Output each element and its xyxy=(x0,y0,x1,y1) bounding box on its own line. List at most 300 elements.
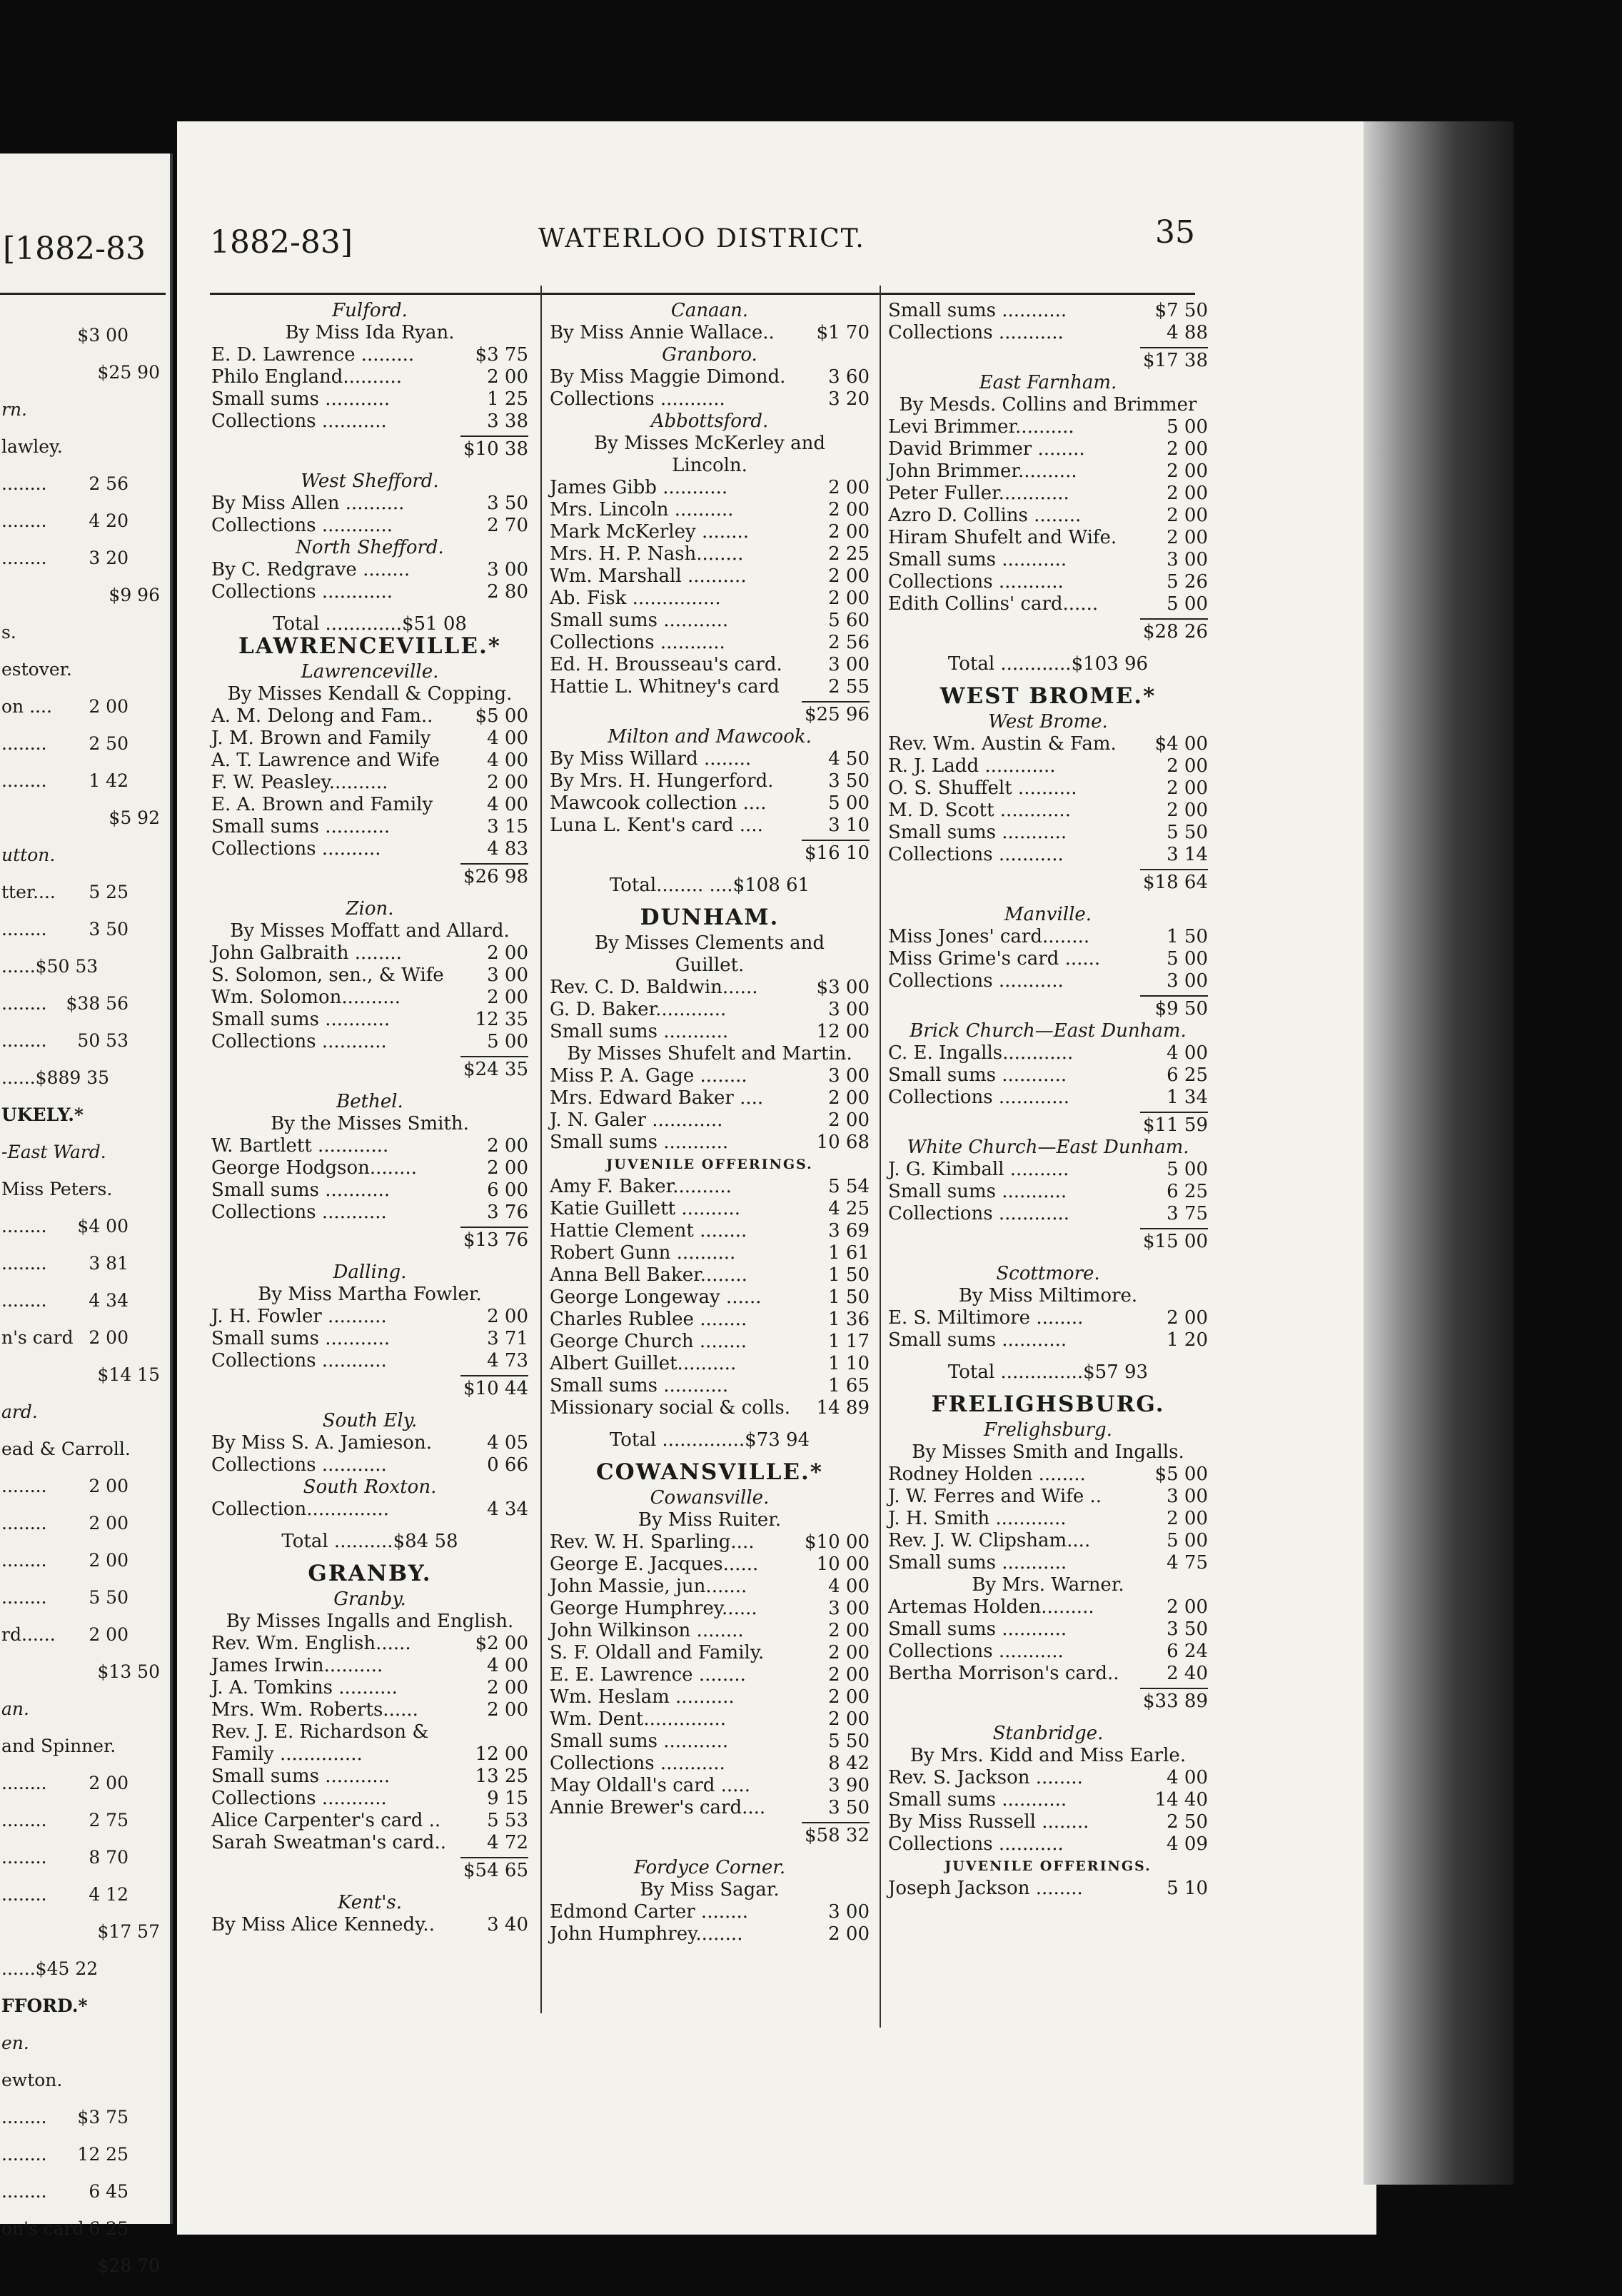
entry-name: Collections ........... xyxy=(550,388,725,410)
facing-line-text: ........ xyxy=(1,510,47,531)
facing-line-text: ........ xyxy=(1,2107,47,2128)
entry-amount: 4 83 xyxy=(487,838,528,860)
entry-name: Katie Guillett .......... xyxy=(550,1198,740,1219)
entry-name: Collection.............. xyxy=(211,1499,389,1520)
subtotal-line xyxy=(888,350,1208,372)
facing-line-text: lawley. xyxy=(1,436,63,457)
entry-amount: $16 10 xyxy=(805,842,870,864)
entry-name: By Miss Martha Fowler. xyxy=(258,1284,482,1305)
entry-name: Rev. J. W. Clipsham.... xyxy=(888,1530,1091,1551)
entry-line xyxy=(888,505,1208,527)
entry-name: Total........ ....$108 61 xyxy=(609,875,810,896)
entry-name: Collections ........... xyxy=(888,1641,1064,1662)
entry-line xyxy=(888,733,1208,755)
entry-amount: 3 75 xyxy=(1167,1203,1208,1224)
entry-line xyxy=(550,322,870,344)
entry-line xyxy=(888,1641,1208,1663)
facing-line-text: -East Ward. xyxy=(1,1142,106,1162)
entry-name: J. N. Galer ............ xyxy=(550,1109,723,1131)
entry-name: J. A. Tomkins .......... xyxy=(211,1677,398,1698)
entry-name: E. S. Miltimore ........ xyxy=(888,1307,1084,1329)
entry-amount: 2 00 xyxy=(487,1157,528,1179)
entry-line xyxy=(550,632,870,654)
section-line xyxy=(888,394,1208,416)
entry-line xyxy=(888,926,1208,948)
entry-name: E. A. Brown and Family xyxy=(211,794,433,815)
place-heading: Scottmore. xyxy=(996,1263,1100,1284)
facing-line-amount: 5 50 xyxy=(89,1587,129,1608)
entry-amount: 1 20 xyxy=(1167,1329,1208,1351)
facing-line-text: FFORD.* xyxy=(1,1995,88,2016)
entry-name: John Humphrey........ xyxy=(550,1923,743,1945)
entry-amount: 2 55 xyxy=(828,676,870,698)
entry-amount: 3 15 xyxy=(487,816,528,837)
entry-name: Sarah Sweatman's card.. xyxy=(211,1832,446,1853)
entry-name: Wm. Heslam .......... xyxy=(550,1686,735,1708)
entry-amount: 2 00 xyxy=(487,1699,528,1721)
place-heading: Manville. xyxy=(1004,904,1092,925)
entry-name: Edith Collins' card...... xyxy=(888,593,1099,615)
page-header xyxy=(210,214,1195,271)
entry-name: Miss P. A. Gage ........ xyxy=(550,1065,747,1087)
entry-line xyxy=(211,344,528,366)
section-line xyxy=(888,1263,1208,1285)
entry-amount: 1 17 xyxy=(828,1331,870,1352)
entry-name: By Mrs. H. Hungerford. xyxy=(550,770,774,792)
facing-line-text: ........ xyxy=(1,919,47,940)
subtotal-line xyxy=(888,1691,1208,1713)
entry-name: Small sums ........... xyxy=(550,1132,729,1153)
entry-line xyxy=(888,1811,1208,1833)
section-line xyxy=(888,904,1208,926)
entry-line xyxy=(888,844,1208,866)
entry-line xyxy=(211,987,528,1009)
place-heading: West Brome. xyxy=(988,711,1108,732)
entry-name: E. E. Lawrence ........ xyxy=(550,1664,746,1686)
subtotal-rule xyxy=(1140,347,1208,348)
entry-amount: 8 42 xyxy=(828,1753,870,1774)
entry-amount: 2 00 xyxy=(1167,755,1208,777)
facing-line-text: an. xyxy=(1,1698,29,1719)
section-line xyxy=(211,1284,528,1306)
entry-name: Rev. Wm. English...... xyxy=(211,1633,411,1654)
entry-line xyxy=(550,1176,870,1198)
entry-amount: $2 00 xyxy=(475,1633,528,1654)
entry-line xyxy=(211,1328,528,1350)
entry-amount: 4 73 xyxy=(487,1350,528,1371)
entry-line xyxy=(550,1554,870,1576)
entry-line xyxy=(211,559,528,581)
entry-amount: $26 98 xyxy=(463,866,528,887)
entry-line xyxy=(211,816,528,838)
entry-amount: 4 75 xyxy=(1167,1552,1208,1574)
entry-amount: 2 00 xyxy=(828,1686,870,1708)
entry-amount: $54 65 xyxy=(463,1860,528,1881)
entry-line xyxy=(550,1753,870,1775)
entry-amount: 13 25 xyxy=(475,1766,528,1787)
section-line xyxy=(550,1857,870,1879)
section-line xyxy=(888,1723,1208,1745)
entry-line xyxy=(888,822,1208,844)
entry-name: Collections ........... xyxy=(550,632,725,653)
entry-amount: 3 38 xyxy=(487,411,528,432)
entry-name: F. W. Peasley.......... xyxy=(211,772,388,793)
entry-name: David Brimmer ........ xyxy=(888,438,1085,460)
page-title: WATERLOO DISTRICT. xyxy=(538,224,865,253)
entry-name: By Miss Russell ........ xyxy=(888,1811,1089,1833)
entry-name: Edmond Carter ........ xyxy=(550,1901,749,1923)
subtotal-rule xyxy=(1140,618,1208,620)
facing-line-text: ........ xyxy=(1,1253,47,1274)
entry-name: George Longeway ...... xyxy=(550,1287,762,1308)
place-heading: South Ely. xyxy=(322,1410,418,1431)
entry-amount: $4 00 xyxy=(1154,733,1208,755)
entry-amount: 1 25 xyxy=(487,388,528,410)
entry-amount: 6 25 xyxy=(1167,1064,1208,1086)
entry-name: Total ............$103 96 xyxy=(947,653,1149,675)
entry-amount: 10 68 xyxy=(816,1132,870,1153)
entry-line xyxy=(888,1618,1208,1641)
entry-amount: 9 15 xyxy=(487,1788,528,1809)
section-line xyxy=(211,1113,528,1135)
entry-line xyxy=(888,755,1208,777)
entry-line xyxy=(211,1699,528,1721)
section-line xyxy=(211,322,528,344)
entry-name: By Misses Ingalls and English. xyxy=(226,1611,514,1632)
entry-amount: 3 00 xyxy=(1167,970,1208,992)
entry-name: Collections ........... xyxy=(211,1350,387,1371)
facing-line-amount: $17 57 xyxy=(97,1921,160,1942)
entry-name: Small sums ........... xyxy=(888,822,1067,843)
entry-name: By Misses Clements and xyxy=(594,932,825,954)
section-line xyxy=(211,635,528,658)
entry-amount: 2 00 xyxy=(828,1708,870,1730)
entry-amount: 3 00 xyxy=(487,559,528,580)
subtotal-line xyxy=(211,1229,528,1252)
subtotal-rule xyxy=(460,1375,528,1376)
entry-line xyxy=(211,1135,528,1157)
entry-amount: 6 00 xyxy=(487,1179,528,1201)
entry-amount: 5 00 xyxy=(828,792,870,814)
entry-line xyxy=(888,549,1208,571)
entry-amount: 3 00 xyxy=(828,1901,870,1923)
entry-amount: 2 00 xyxy=(1167,483,1208,504)
entry-name: Collections ........... xyxy=(888,970,1064,992)
facing-line-text: ........ xyxy=(1,993,47,1014)
entry-line xyxy=(550,654,870,676)
entry-amount: 14 89 xyxy=(816,1397,870,1419)
entry-line xyxy=(211,388,528,411)
entry-line xyxy=(888,1767,1208,1789)
entry-name: Small sums ........... xyxy=(550,1375,729,1396)
entry-line xyxy=(888,483,1208,505)
entry-name: Collections ............ xyxy=(888,1203,1070,1224)
entry-amount: 4 72 xyxy=(487,1832,528,1853)
entry-name: Miss Grime's card ...... xyxy=(888,948,1101,970)
section-line xyxy=(550,907,870,929)
entry-line xyxy=(888,1530,1208,1552)
entry-amount: 2 70 xyxy=(487,515,528,536)
facing-line-text: ead & Carroll. xyxy=(1,1439,131,1459)
entry-line xyxy=(888,948,1208,970)
entry-amount: 5 00 xyxy=(1167,416,1208,438)
entry-name: By Miss Ruiter. xyxy=(638,1509,782,1531)
entry-line xyxy=(211,750,528,772)
entry-line xyxy=(211,581,528,603)
facing-line-text: estover. xyxy=(1,659,72,680)
subtotal-line xyxy=(888,621,1208,643)
facing-line-text: Miss Peters. xyxy=(1,1179,113,1199)
entry-amount: 2 00 xyxy=(487,1135,528,1157)
entry-name: Small sums ........... xyxy=(888,1618,1067,1640)
entry-amount: 3 69 xyxy=(828,1220,870,1242)
facing-line-amount: $5 92 xyxy=(109,807,160,828)
entry-amount: 3 14 xyxy=(1167,844,1208,865)
entry-name: G. D. Baker............ xyxy=(550,999,727,1020)
section-line xyxy=(211,920,528,942)
entry-name: J. M. Brown and Family xyxy=(211,727,431,749)
facing-line-amount: 2 00 xyxy=(89,1476,129,1496)
district-heading: DUNHAM. xyxy=(640,905,780,930)
entry-amount: 4 34 xyxy=(487,1499,528,1520)
entry-amount: 2 00 xyxy=(828,1923,870,1945)
entry-name: Amy F. Baker.......... xyxy=(550,1176,732,1197)
entry-name: Small sums ........... xyxy=(211,388,391,410)
place-heading: South Roxton. xyxy=(303,1476,437,1498)
facing-line-amount: 6 25 xyxy=(89,2218,129,2239)
entry-line xyxy=(888,1878,1208,1900)
entry-amount: 5 50 xyxy=(1167,822,1208,843)
place-heading: North Shefford. xyxy=(296,537,444,558)
subtotal-rule xyxy=(1140,869,1208,870)
entry-amount: 4 09 xyxy=(1167,1833,1208,1855)
entry-amount: 3 40 xyxy=(487,1914,528,1935)
entry-line xyxy=(550,1708,870,1731)
entry-line xyxy=(211,1788,528,1810)
facing-line-text: utton. xyxy=(1,845,56,865)
facing-line-amount: $25 90 xyxy=(97,362,160,383)
place-heading: Granby. xyxy=(333,1588,406,1610)
facing-line-amount: 2 56 xyxy=(89,473,129,494)
section-line xyxy=(211,1476,528,1499)
facing-line-amount: 2 00 xyxy=(89,1773,129,1793)
entry-name: Ab. Fisk ............... xyxy=(550,588,721,609)
subtotal-line xyxy=(888,872,1208,894)
entry-line xyxy=(211,1721,528,1743)
entry-amount: 2 00 xyxy=(828,1109,870,1131)
facing-line-amount: $14 15 xyxy=(97,1364,160,1385)
entry-line xyxy=(888,571,1208,593)
entry-name: Rev. S. Jackson ........ xyxy=(888,1767,1083,1788)
entry-line xyxy=(211,1306,528,1328)
entry-amount: $24 35 xyxy=(463,1059,528,1080)
entry-amount: 4 00 xyxy=(487,727,528,749)
section-line xyxy=(888,653,1208,675)
subtotal-line xyxy=(888,998,1208,1020)
entry-amount: $58 32 xyxy=(805,1825,870,1846)
entry-name: George E. Jacques...... xyxy=(550,1554,759,1575)
entry-line xyxy=(550,748,870,770)
entry-line xyxy=(211,705,528,727)
entry-amount: $10 44 xyxy=(463,1378,528,1399)
section-line xyxy=(550,932,870,955)
entry-line xyxy=(211,1432,528,1454)
entry-line xyxy=(211,965,528,987)
entry-name: Guillet. xyxy=(675,955,745,976)
facing-line-text: ........ xyxy=(1,1884,47,1905)
entry-line xyxy=(550,792,870,815)
entry-name: By Miss Ida Ryan. xyxy=(285,322,455,343)
facing-line-amount: 8 70 xyxy=(89,1847,129,1868)
entry-amount: 3 00 xyxy=(828,999,870,1020)
entry-line xyxy=(211,1655,528,1677)
facing-line-text: UKELY.* xyxy=(1,1104,84,1125)
subtotal-line xyxy=(211,866,528,888)
place-heading: Fulford. xyxy=(332,300,408,321)
section-line xyxy=(550,1043,870,1065)
entry-amount: 2 00 xyxy=(1167,438,1208,460)
entry-line xyxy=(550,610,870,632)
entry-amount: $10 38 xyxy=(463,438,528,460)
entry-line xyxy=(888,416,1208,438)
facing-line-text: rn. xyxy=(1,399,27,420)
place-heading: Stanbridge. xyxy=(992,1723,1104,1744)
entry-name: Alice Carpenter's card .. xyxy=(211,1810,441,1831)
facing-line-text: on .... xyxy=(1,696,52,717)
entry-name: Small sums ........... xyxy=(888,1181,1067,1202)
entry-line xyxy=(550,521,870,543)
entry-amount: $13 76 xyxy=(463,1229,528,1251)
entry-amount: 1 65 xyxy=(828,1375,870,1396)
entry-line xyxy=(211,1677,528,1699)
facing-line-text: tter.... xyxy=(1,882,56,902)
entry-line xyxy=(550,1287,870,1309)
subtotal-line xyxy=(888,1114,1208,1137)
entry-amount: 4 50 xyxy=(828,748,870,770)
entry-name: Small sums ........... xyxy=(888,1789,1067,1811)
entry-amount: 3 00 xyxy=(1167,1486,1208,1507)
entry-line xyxy=(550,1664,870,1686)
facing-line-text: ......$45 22 xyxy=(1,1958,99,1979)
entry-line xyxy=(211,366,528,388)
entry-amount: 5 53 xyxy=(487,1810,528,1831)
entry-line xyxy=(550,543,870,565)
entry-name: Rev. J. E. Richardson & xyxy=(211,1721,429,1743)
entry-amount: 2 00 xyxy=(828,499,870,520)
facing-line-text: and Spinner. xyxy=(1,1736,116,1756)
entry-amount: $7 50 xyxy=(1154,300,1208,321)
facing-line-text: s. xyxy=(1,622,16,643)
entry-name: Total ..........$84 58 xyxy=(281,1531,458,1552)
entry-name: Robert Gunn .......... xyxy=(550,1242,736,1264)
place-heading: Lawrenceville. xyxy=(301,661,439,683)
entry-amount: 2 00 xyxy=(828,1087,870,1109)
entry-line xyxy=(211,1832,528,1854)
section-line xyxy=(211,1611,528,1633)
entry-amount: 12 00 xyxy=(816,1021,870,1042)
column-divider-2 xyxy=(880,286,881,2028)
entry-line xyxy=(550,1531,870,1554)
entry-line xyxy=(211,1766,528,1788)
entry-amount: 10 00 xyxy=(816,1554,870,1575)
entry-amount: $33 89 xyxy=(1143,1691,1208,1712)
place-heading: White Church—East Dunham. xyxy=(907,1137,1189,1158)
entry-name: By Miss Miltimore. xyxy=(958,1285,1138,1306)
entry-amount: 2 00 xyxy=(1167,1596,1208,1618)
entry-name: Collections ........... xyxy=(888,571,1064,593)
entry-line xyxy=(550,676,870,698)
entry-name: S. Solomon, sen., & Wife xyxy=(211,965,444,986)
facing-line-amount: 2 75 xyxy=(89,1810,129,1831)
entry-line xyxy=(550,1220,870,1242)
entry-amount: 5 00 xyxy=(1167,593,1208,615)
section-line xyxy=(888,1574,1208,1596)
place-heading: West Shefford. xyxy=(301,470,439,492)
entry-line xyxy=(550,499,870,521)
entry-line xyxy=(550,1309,870,1331)
entry-name: Collections ........... xyxy=(550,1753,725,1774)
entry-line xyxy=(550,1198,870,1220)
entry-line xyxy=(550,1331,870,1353)
entry-amount: $10 00 xyxy=(805,1531,870,1553)
district-heading: WEST BROME.* xyxy=(940,683,1157,709)
entry-amount: 4 05 xyxy=(487,1432,528,1454)
entry-line xyxy=(888,322,1208,344)
facing-line-amount: 3 20 xyxy=(89,548,129,568)
entry-line xyxy=(550,1132,870,1154)
section-line xyxy=(888,1856,1208,1878)
facing-line-text: ard. xyxy=(1,1401,38,1422)
facing-line-amount: 2 50 xyxy=(89,733,129,754)
entry-name: Small sums ........... xyxy=(550,610,729,631)
entry-name: George Hodgson........ xyxy=(211,1157,418,1179)
entry-name: Total .............$51 08 xyxy=(273,613,467,635)
entry-amount: 2 00 xyxy=(1167,1307,1208,1329)
entry-amount: 3 90 xyxy=(828,1775,870,1796)
entry-amount: $9 50 xyxy=(1154,998,1208,1019)
entry-line xyxy=(888,527,1208,549)
entry-amount: 5 26 xyxy=(1167,571,1208,593)
entry-name: By Miss Willard ........ xyxy=(550,748,752,770)
entry-name: Small sums ........... xyxy=(888,1064,1067,1086)
entry-amount: 3 71 xyxy=(487,1328,528,1349)
facing-line-amount: 12 25 xyxy=(77,2144,129,2165)
entry-line xyxy=(888,1486,1208,1508)
entry-line xyxy=(550,999,870,1021)
entry-line xyxy=(550,815,870,837)
page-year: 1882-83] xyxy=(210,224,353,261)
entry-line xyxy=(550,1686,870,1708)
entry-line xyxy=(211,1810,528,1832)
facing-line-text: rd...... xyxy=(1,1624,56,1645)
entry-line xyxy=(550,366,870,388)
facing-line-amount: 6 45 xyxy=(89,2181,129,2202)
entry-name: Small sums ........... xyxy=(211,1328,391,1349)
entry-name: E. D. Lawrence ......... xyxy=(211,344,415,366)
entry-name: Rev. W. H. Sparling.... xyxy=(550,1531,755,1553)
section-line xyxy=(550,411,870,433)
entry-line xyxy=(550,1797,870,1819)
entry-name: Small sums ........... xyxy=(888,549,1067,570)
entry-name: Family .............. xyxy=(211,1743,363,1765)
section-line xyxy=(211,1892,528,1914)
facing-line-text: ........ xyxy=(1,1847,47,1868)
entry-amount: 2 00 xyxy=(487,772,528,793)
entry-name: Small sums ........... xyxy=(211,1766,391,1787)
facing-line-text: ........ xyxy=(1,473,47,494)
entry-line xyxy=(211,942,528,965)
entry-amount: 2 40 xyxy=(1167,1663,1208,1684)
